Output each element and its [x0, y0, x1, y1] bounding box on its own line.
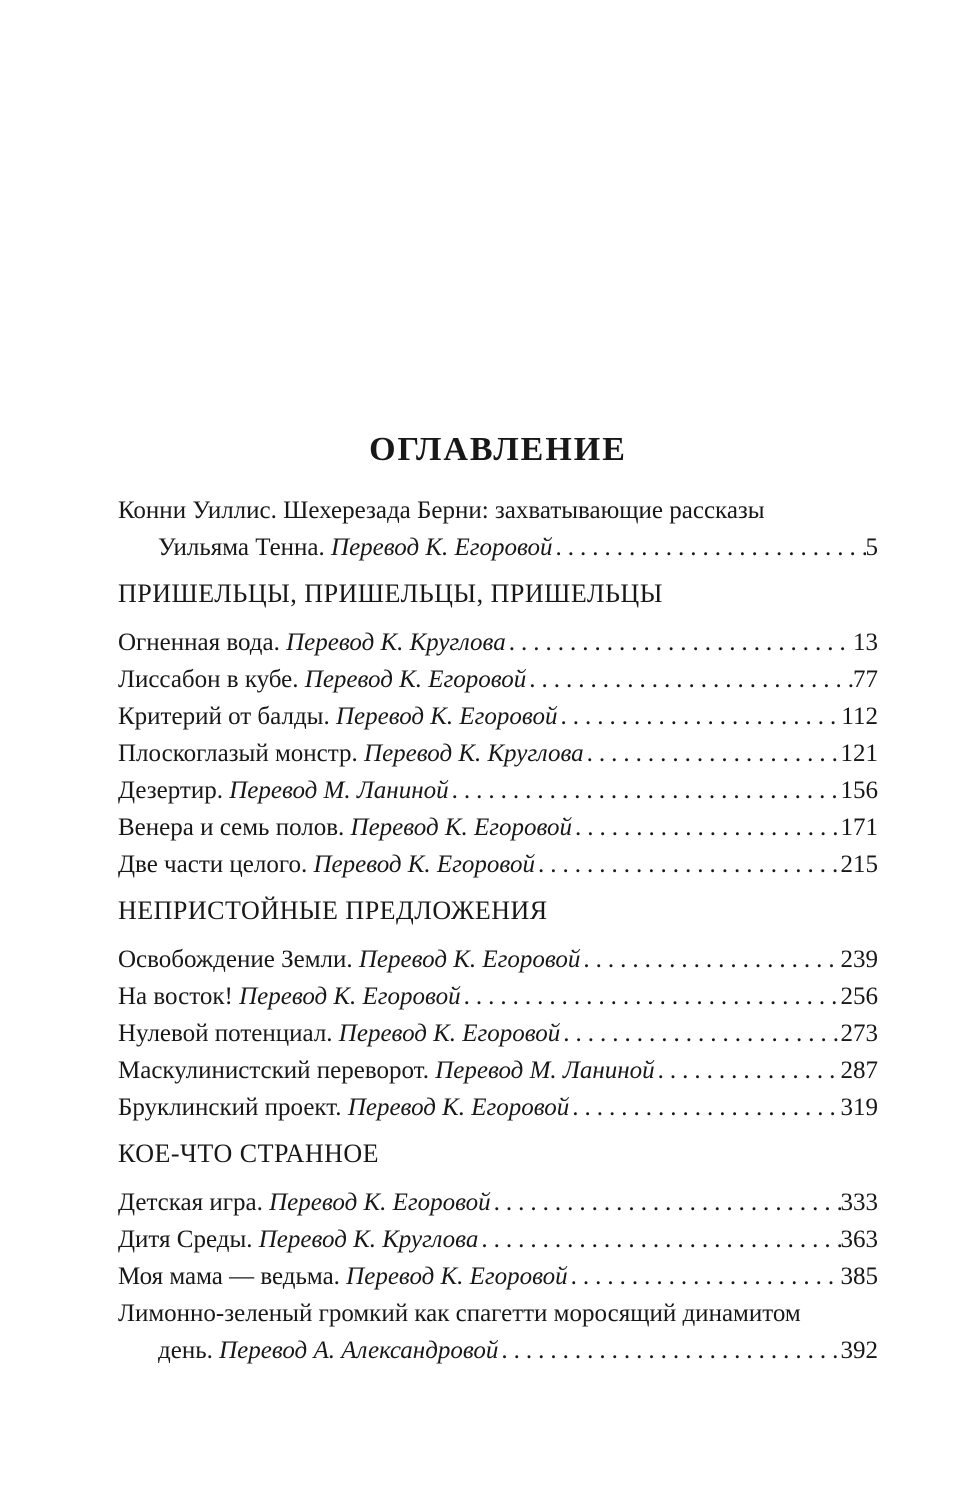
toc-entry: [118, 735, 878, 772]
entry-title: Две части целого.: [118, 851, 308, 878]
toc-entry: [118, 772, 878, 809]
toc-entry: [118, 1184, 878, 1221]
toc-entry: [118, 624, 878, 661]
entry-title: Дезертир.: [118, 777, 223, 804]
page-number: 256: [840, 983, 878, 1010]
entry-title: Моя мама — ведьма.: [118, 1263, 340, 1290]
page-number: 121: [840, 740, 878, 767]
leader-dots: [526, 661, 853, 698]
leader-dots: [580, 941, 840, 978]
toc-entry: [118, 978, 878, 1015]
entry-translator: Перевод М. Ланиной: [435, 1057, 655, 1084]
page-number: 112: [841, 703, 878, 730]
leader-dots: [535, 846, 841, 883]
page-number: 385: [840, 1263, 878, 1290]
leader-dots: [553, 529, 866, 566]
entry-translator: Перевод К. Егоровой: [346, 1263, 568, 1290]
leader-dots: [478, 1221, 840, 1258]
leader-dots: [491, 1184, 841, 1221]
page-number: 5: [865, 534, 878, 561]
toc-entry: [118, 661, 878, 698]
page-number: 273: [840, 1020, 878, 1047]
entry-title: Маскулинистский переворот.: [118, 1057, 429, 1084]
entry-translator: Перевод К. Круглова: [286, 629, 506, 656]
leader-dots: [506, 624, 853, 661]
toc-entry: [118, 698, 878, 735]
page-number: 13: [853, 629, 878, 656]
entry-translator: Перевод К. Егоровой: [347, 1094, 570, 1121]
entry-title: Плоскоглазый монстр.: [118, 740, 358, 767]
toc-entry: [118, 1221, 878, 1258]
leader-dots: [461, 978, 841, 1015]
toc-entry: [118, 1258, 878, 1295]
entry-translator: Перевод К. Егоровой: [313, 851, 535, 878]
entry-translator: Перевод А. Александровой: [219, 1337, 499, 1364]
page-title: ОГЛАВЛЕНИЕ: [369, 431, 627, 468]
entry-title: Нулевой потенциал.: [118, 1020, 333, 1047]
entry-title-continuation: Уильяма Тенна. Перевод К. Егоровой: [158, 534, 553, 561]
page-number: 171: [840, 814, 878, 841]
page-number: 239: [840, 946, 878, 973]
section-heading: КОЕ-ЧТО СТРАННОЕ: [118, 1139, 380, 1168]
entry-translator: Перевод К. Егоровой: [239, 983, 461, 1010]
entry-translator: Перевод К. Егоровой: [269, 1189, 491, 1216]
table-of-contents: [118, 430, 878, 1369]
entry-title: Конни Уиллис. Шехерезада Берни: захватывающие рассказы: [118, 497, 765, 524]
section-heading: ПРИШЕЛЬЦЫ, ПРИШЕЛЬЦЫ, ПРИШЕЛЬЦЫ: [118, 579, 663, 608]
entry-title: Критерий от балды.: [118, 703, 330, 730]
page-number: 215: [840, 851, 878, 878]
leader-dots: [557, 698, 841, 735]
entry-title-continuation: день. Перевод А. Александровой: [158, 1337, 499, 1364]
page-number: 77: [853, 666, 878, 693]
toc-entry: [118, 941, 878, 978]
entry-translator: Перевод К. Егоровой: [335, 703, 558, 730]
entry-title: Лимонно-зеленый громкий как спагетти моросящий динамитом: [118, 1300, 801, 1327]
entry-translator: Перевод К. Круглова: [258, 1226, 479, 1253]
entry-translator: Перевод М. Ланиной: [229, 777, 449, 804]
entry-translator: Перевод К. Егоровой: [358, 946, 581, 973]
leader-dots: [449, 772, 841, 809]
entry-title: Дитя Среды.: [118, 1226, 253, 1253]
toc-entry: [118, 809, 878, 846]
page-number: 333: [840, 1189, 878, 1216]
toc-entry: [118, 1015, 878, 1052]
entry-title: Детская игра.: [118, 1189, 263, 1216]
entry-title: На восток!: [118, 983, 233, 1010]
entry-title: Бруклинский проект.: [118, 1094, 342, 1121]
section-heading: НЕПРИСТОЙНЫЕ ПРЕДЛОЖЕНИЯ: [118, 896, 548, 925]
page-number: 156: [840, 777, 878, 804]
page-number: 319: [840, 1094, 878, 1121]
toc-entry: [118, 1295, 878, 1369]
page-number: 363: [840, 1226, 878, 1253]
page-number: 287: [840, 1057, 878, 1084]
entry-translator: Перевод К. Егоровой: [331, 534, 553, 561]
leader-dots: [568, 1258, 841, 1295]
leader-dots: [560, 1015, 840, 1052]
entry-translator: Перевод К. Егоровой: [304, 666, 527, 693]
leader-dots: [655, 1052, 841, 1089]
entry-translator: Перевод К. Круглова: [364, 740, 584, 767]
entry-title: Огненная вода.: [118, 629, 280, 656]
leader-dots: [584, 735, 841, 772]
toc-entry: [118, 1089, 878, 1126]
leader-dots: [572, 809, 840, 846]
entry-title: Венера и семь полов.: [118, 814, 345, 841]
toc-entry: [118, 492, 878, 566]
entry-translator: Перевод К. Егоровой: [350, 814, 573, 841]
leader-dots: [498, 1332, 840, 1369]
leader-dots: [569, 1089, 840, 1126]
entry-translator: Перевод К. Егоровой: [338, 1020, 561, 1047]
toc-entry: [118, 846, 878, 883]
page-number: 392: [840, 1337, 878, 1364]
entry-title: Освобождение Земли.: [118, 946, 353, 973]
toc-entry: [118, 1052, 878, 1089]
entry-title: Лиссабон в кубе.: [118, 666, 299, 693]
